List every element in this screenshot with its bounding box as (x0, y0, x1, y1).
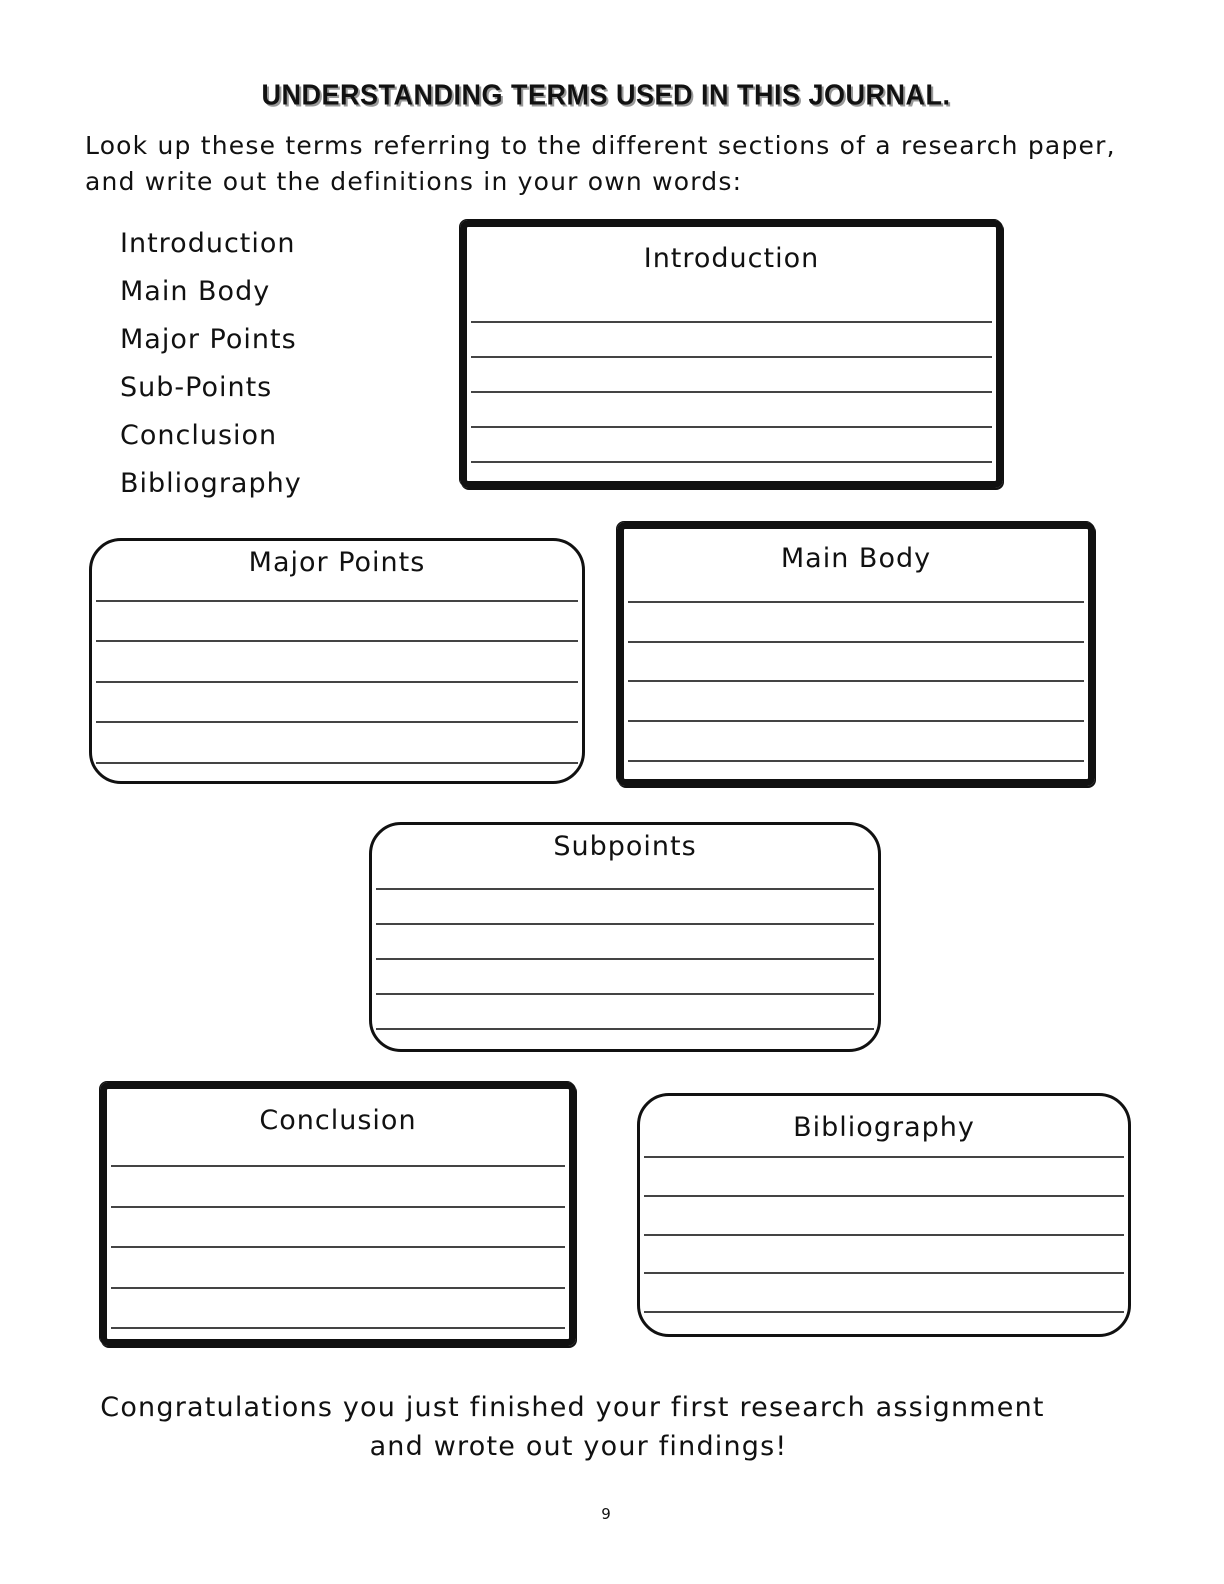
box-title: Subpoints (553, 831, 697, 862)
page-number: 9 (601, 1505, 611, 1523)
term-item: Bibliography (120, 468, 302, 499)
writing-line (111, 1165, 565, 1167)
terms-list (120, 224, 302, 512)
term-item: Conclusion (120, 420, 278, 451)
writing-line (376, 923, 874, 925)
writing-line (96, 681, 578, 683)
writing-line (628, 720, 1084, 722)
writing-line (644, 1272, 1124, 1274)
instructions (85, 128, 1116, 200)
writing-line (376, 888, 874, 890)
writing-line (628, 680, 1084, 682)
writing-line (111, 1206, 565, 1208)
congrats-line-2: and wrote out your findings! (369, 1431, 788, 1462)
writing-line (628, 760, 1084, 762)
instructions-line-1: Look up these terms referring to the different sections of a research paper, (85, 131, 1116, 160)
term-item: Major Points (120, 324, 297, 355)
writing-line (376, 993, 874, 995)
writing-line (111, 1246, 565, 1248)
writing-line (644, 1234, 1124, 1236)
main-body-box[interactable] (617, 522, 1095, 786)
conclusion-box[interactable] (100, 1082, 576, 1346)
writing-line (644, 1156, 1124, 1158)
box-title: Conclusion (259, 1105, 417, 1136)
writing-line (644, 1195, 1124, 1197)
term-item: Introduction (120, 228, 296, 259)
box-title: Major Points (248, 547, 426, 578)
page-heading: UNDERSTANDING TERMS USED IN THIS JOURNAL. (261, 79, 951, 111)
bibliography-box[interactable] (637, 1093, 1131, 1337)
writing-line (96, 600, 578, 602)
box-title: Main Body (780, 543, 932, 574)
congrats-line-1: Congratulations you just finished your first research assignment (100, 1392, 1045, 1423)
term-item: Sub-Points (120, 372, 273, 403)
writing-line (471, 321, 992, 323)
writing-line (96, 640, 578, 642)
box-title: Introduction (643, 243, 820, 274)
writing-line (628, 601, 1084, 603)
writing-line (96, 721, 578, 723)
writing-line (471, 461, 992, 463)
writing-line (471, 426, 992, 428)
major-points-box[interactable] (89, 538, 585, 784)
writing-line (628, 641, 1084, 643)
writing-line (471, 356, 992, 358)
writing-line (96, 762, 578, 764)
box-title: Bibliography (793, 1112, 975, 1143)
writing-line (376, 1028, 874, 1030)
introduction-box[interactable] (460, 220, 1003, 488)
term-item: Main Body (120, 276, 271, 307)
writing-line (111, 1327, 565, 1329)
writing-line (644, 1311, 1124, 1313)
writing-line (471, 391, 992, 393)
writing-line (111, 1287, 565, 1289)
instructions-line-2: and write out the definitions in your own words: (85, 167, 743, 196)
congratulations-message (0, 1388, 1145, 1466)
writing-line (376, 958, 874, 960)
subpoints-box[interactable] (369, 822, 881, 1052)
